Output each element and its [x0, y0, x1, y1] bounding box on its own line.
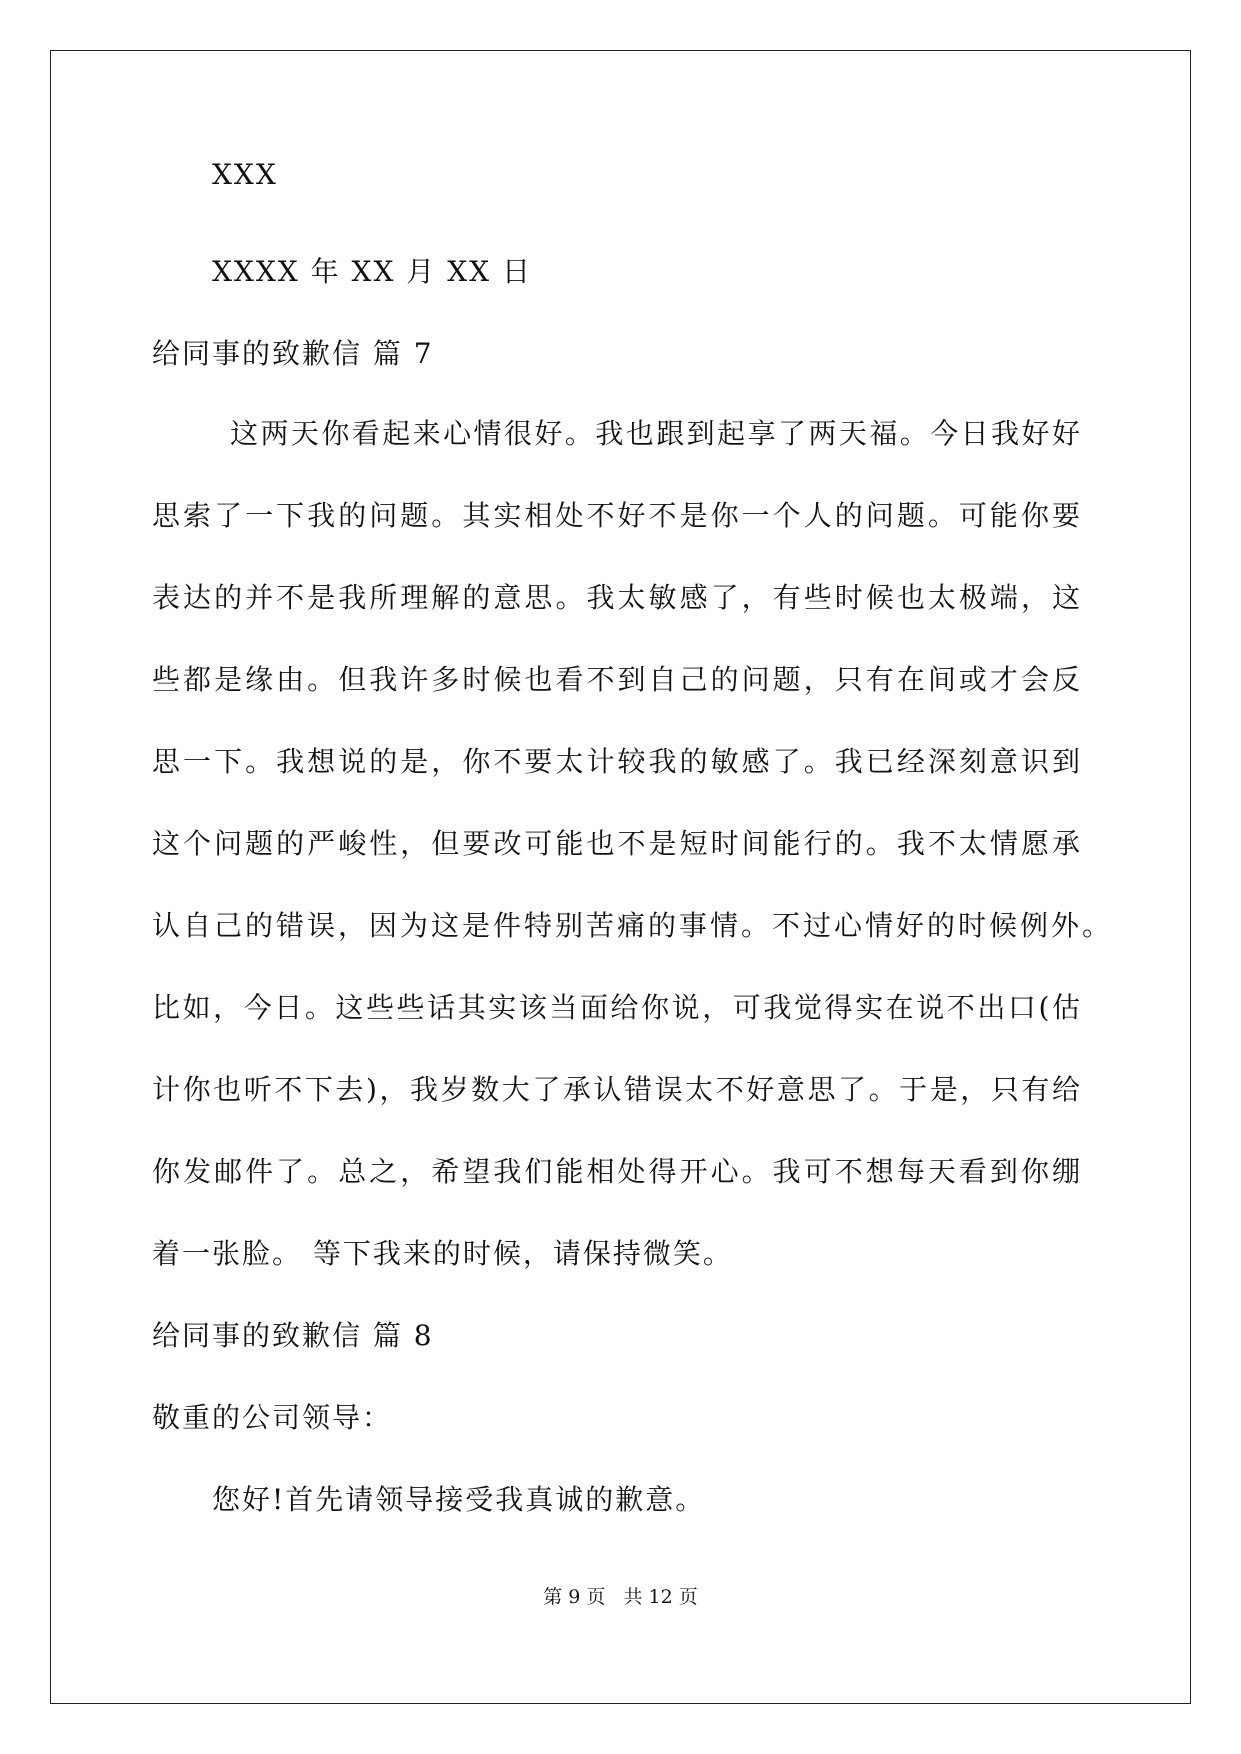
paragraph-line: 这两天你看起来心情很好。我也跟到起享了两天福。今日我好好 — [230, 417, 1082, 450]
page-border — [50, 50, 1191, 1704]
paragraph-line: 思索了一下我的问题。其实相处不好不是你一个人的问题。可能你要 — [152, 499, 1082, 532]
paragraph-line: 你发邮件了。总之，希望我们能相处得开心。我可不想每天看到你绷 — [152, 1155, 1082, 1188]
salutation-line: 敬重的公司领导： — [152, 1401, 393, 1434]
paragraph-line: 着一张脸。 等下我来的时候，请保持微笑。 — [152, 1237, 733, 1270]
page-number-footer: 第 9 页 共 12 页 — [543, 1586, 698, 1608]
paragraph-line: 些都是缘由。但我许多时候也看不到自己的问题，只有在间或才会反 — [152, 663, 1082, 696]
paragraph-line: 这个问题的严峻性，但要改可能也不是短时间能行的。我不太情愿承 — [152, 827, 1082, 860]
paragraph-line: 认自己的错误，因为这是件特别苦痛的事情。不过心情好的时候例外。 — [152, 909, 1112, 942]
section-heading-7: 给同事的致歉信 篇 7 — [152, 337, 434, 370]
paragraph-line: 计你也听不下去)，我岁数大了承认错误太不好意思了。于是，只有给 — [152, 1073, 1082, 1106]
paragraph-line: 表达的并不是我所理解的意思。我太敏感了，有些时候也太极端，这 — [152, 581, 1082, 614]
date-line: XXXX 年 XX 月 XX 日 — [212, 255, 532, 288]
greeting-line: 您好!首先请领导接受我真诚的歉意。 — [212, 1483, 706, 1516]
paragraph-line: 思一下。我想说的是，你不要太计较我的敏感了。我已经深刻意识到 — [152, 745, 1082, 778]
signature-line: XXX — [212, 158, 278, 191]
paragraph-line: 比如，今日。这些些话其实该当面给你说，可我觉得实在说不出口(估 — [152, 991, 1082, 1024]
section-heading-8: 给同事的致歉信 篇 8 — [152, 1319, 434, 1352]
